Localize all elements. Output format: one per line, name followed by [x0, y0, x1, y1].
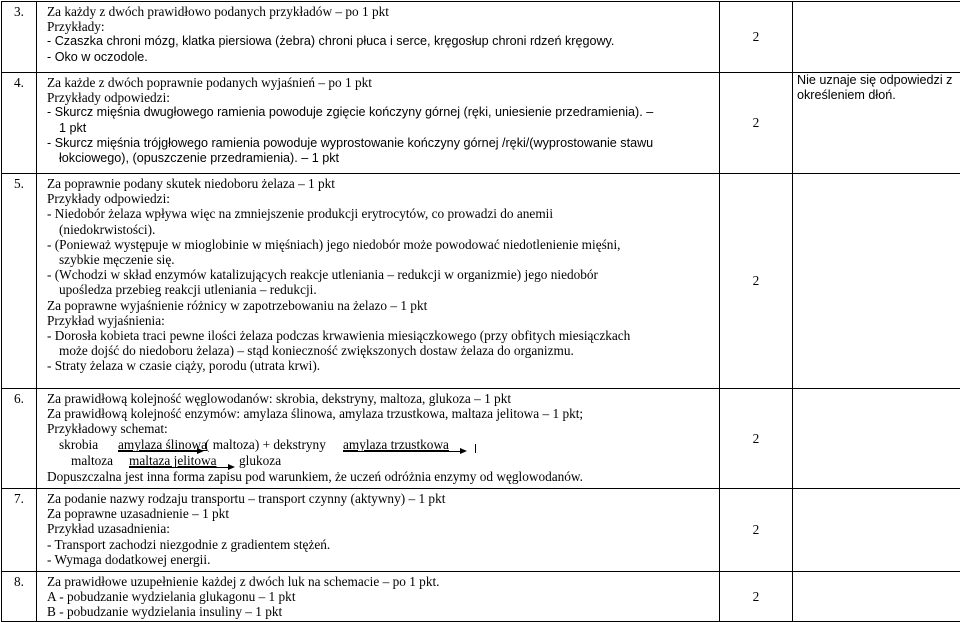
criteria-line: Za poprawnie podany skutek niedoboru żelaza – 1 pkt — [47, 176, 715, 191]
points-cell: 2 — [720, 572, 793, 622]
criteria-line: Za podanie nazwy rodzaju transportu – transport czynny (aktywny) – 1 pkt — [47, 491, 715, 506]
criteria-line: Za prawidłową kolejność węglowodanów: skrobia, dekstryny, maltoza, glukoza – 1 pkt — [47, 391, 715, 406]
schema-enzyme: amylaza trzustkowa — [343, 437, 449, 452]
connector-line — [475, 444, 476, 453]
criteria-line: może dojść do niedoboru żelaza) – stąd konieczność zwiększonych dostaw żelaza do organizmu. — [47, 343, 715, 358]
table-row-7 — [2, 489, 960, 572]
note-cell — [793, 489, 960, 572]
criteria-line: Za każde z dwóch poprawnie podanych wyjaśnień – po 1 pkt — [47, 75, 715, 90]
arrow-icon — [343, 451, 465, 452]
criteria-cell — [37, 73, 720, 174]
table-row-5 — [2, 174, 960, 389]
criteria-line: - Transport zachodzi niezgodnie z gradientem stężeń. — [47, 537, 715, 552]
criteria-line: upośledza przebieg reakcji utleniania – redukcji. — [47, 282, 715, 297]
schema-substrate: skrobia — [59, 437, 98, 452]
criteria-line: Za poprawne wyjaśnienie różnicy w zapotrzebowaniu na żelazo – 1 pkt — [47, 298, 715, 313]
schema-product: glukoza — [239, 453, 281, 468]
criteria-line: B - pobudzanie wydzielania insuliny – 1 pkt — [47, 604, 715, 619]
criteria-line: Dopuszczalna jest inna forma zapisu pod warunkiem, że uczeń odróżnia enzymy od węglowodanów. — [47, 469, 715, 484]
criteria-line: - Oko w oczodole. — [47, 50, 715, 65]
criteria-line: - Straty żelaza w czasie ciąży, porodu (utrata krwi). — [47, 358, 715, 373]
criteria-line: szybkie męczenie się. — [47, 252, 715, 267]
note-cell — [793, 572, 960, 622]
criteria-line: Przykładowy schemat: — [47, 421, 715, 436]
schema-enzyme: amylaza ślinowa — [118, 437, 207, 452]
row-number: 8. — [2, 572, 37, 622]
criteria-line: Za każdy z dwóch prawidłowo podanych przykładów – po 1 pkt — [47, 4, 715, 19]
criteria-cell — [37, 389, 720, 489]
table-row-4 — [2, 73, 960, 174]
row-number: 4. — [2, 73, 37, 174]
table-row-6 — [2, 389, 960, 489]
criteria-line: - (Wchodzi w skład enzymów katalizujących reakcje utleniania – redukcji w organizmie) jego niedobór — [47, 267, 715, 282]
note-cell: Nie uznaje się odpowiedzi z określeniem dłoń. — [793, 73, 960, 174]
digestion-schema — [47, 437, 715, 469]
criteria-line: Za poprawne uzasadnienie – 1 pkt — [47, 506, 715, 521]
schema-enzyme: maltaza jelitowa — [129, 453, 217, 468]
criteria-line: - Dorosła kobieta traci pewne ilości żelaza podczas krwawienia miesiączkowego (przy obfitych miesiączkach — [47, 328, 715, 343]
criteria-line: (niedokrwistości). — [47, 222, 715, 237]
row-number: 3. — [2, 2, 37, 73]
criteria-line: 1 pkt — [47, 121, 715, 136]
arrow-icon — [129, 467, 233, 468]
criteria-line: Za prawidłową kolejność enzymów: amylaza ślinowa, amylaza trzustkowa, maltaza jelitowa – 1 pkt; — [47, 406, 715, 421]
points-cell: 2 — [720, 73, 793, 174]
note-cell — [793, 389, 960, 489]
arrow-icon — [118, 451, 202, 452]
criteria-line: Przykłady odpowiedzi: — [47, 90, 715, 105]
row-number: 5. — [2, 174, 37, 389]
points-cell: 2 — [720, 389, 793, 489]
schema-substrate: maltoza — [71, 453, 113, 468]
criteria-line: Za prawidłowe uzupełnienie każdej z dwóch luk na schemacie – po 1 pkt. — [47, 574, 715, 589]
criteria-cell — [37, 2, 720, 73]
points-cell: 2 — [720, 489, 793, 572]
criteria-line: A - pobudzanie wydzielania glukagonu – 1 pkt — [47, 589, 715, 604]
criteria-cell — [37, 572, 720, 622]
criteria-cell — [37, 489, 720, 572]
criteria-line: - Skurcz mięśnia dwugłowego ramienia powoduje zgięcie kończyny górnej (ręki, uniesienie przedramienia). – — [47, 105, 715, 120]
criteria-line: - (Ponieważ występuje w mioglobinie w mięśniach) jego niedobór może powodować niedotlenienie mięśni, — [47, 237, 715, 252]
criteria-line: Przykłady odpowiedzi: — [47, 191, 715, 206]
note-cell — [793, 174, 960, 389]
table-row-3 — [2, 2, 960, 73]
criteria-line: Przykłady: — [47, 19, 715, 34]
criteria-line: - Czaszka chroni mózg, klatka piersiowa (żebra) chroni płuca i serce, kręgosłup chroni rdzeń kręgowy. — [47, 34, 715, 49]
points-cell: 2 — [720, 174, 793, 389]
criteria-line: Przykład uzasadnienia: — [47, 521, 715, 536]
row-number: 7. — [2, 489, 37, 572]
row-number: 6. — [2, 389, 37, 489]
schema-product: ( maltoza) + dekstryny — [205, 437, 326, 452]
criteria-line: Przykład wyjaśnienia: — [47, 313, 715, 328]
criteria-line: - Wymaga dodatkowej energii. — [47, 552, 715, 567]
points-cell: 2 — [720, 2, 793, 73]
criteria-line: łokciowego), (opuszczenie przedramienia). – 1 pkt — [47, 151, 715, 166]
criteria-line: - Skurcz mięśnia trójgłowego ramienia powoduje wyprostowanie kończyny górnej /ręki/(wyprostowanie stawu — [47, 136, 715, 151]
answer-key-table — [1, 1, 960, 622]
table-row-8 — [2, 572, 960, 622]
note-cell — [793, 2, 960, 73]
criteria-cell — [37, 174, 720, 389]
criteria-line: - Niedobór żelaza wpływa więc na zmniejszenie produkcji erytrocytów, co prowadzi do anemii — [47, 206, 715, 221]
